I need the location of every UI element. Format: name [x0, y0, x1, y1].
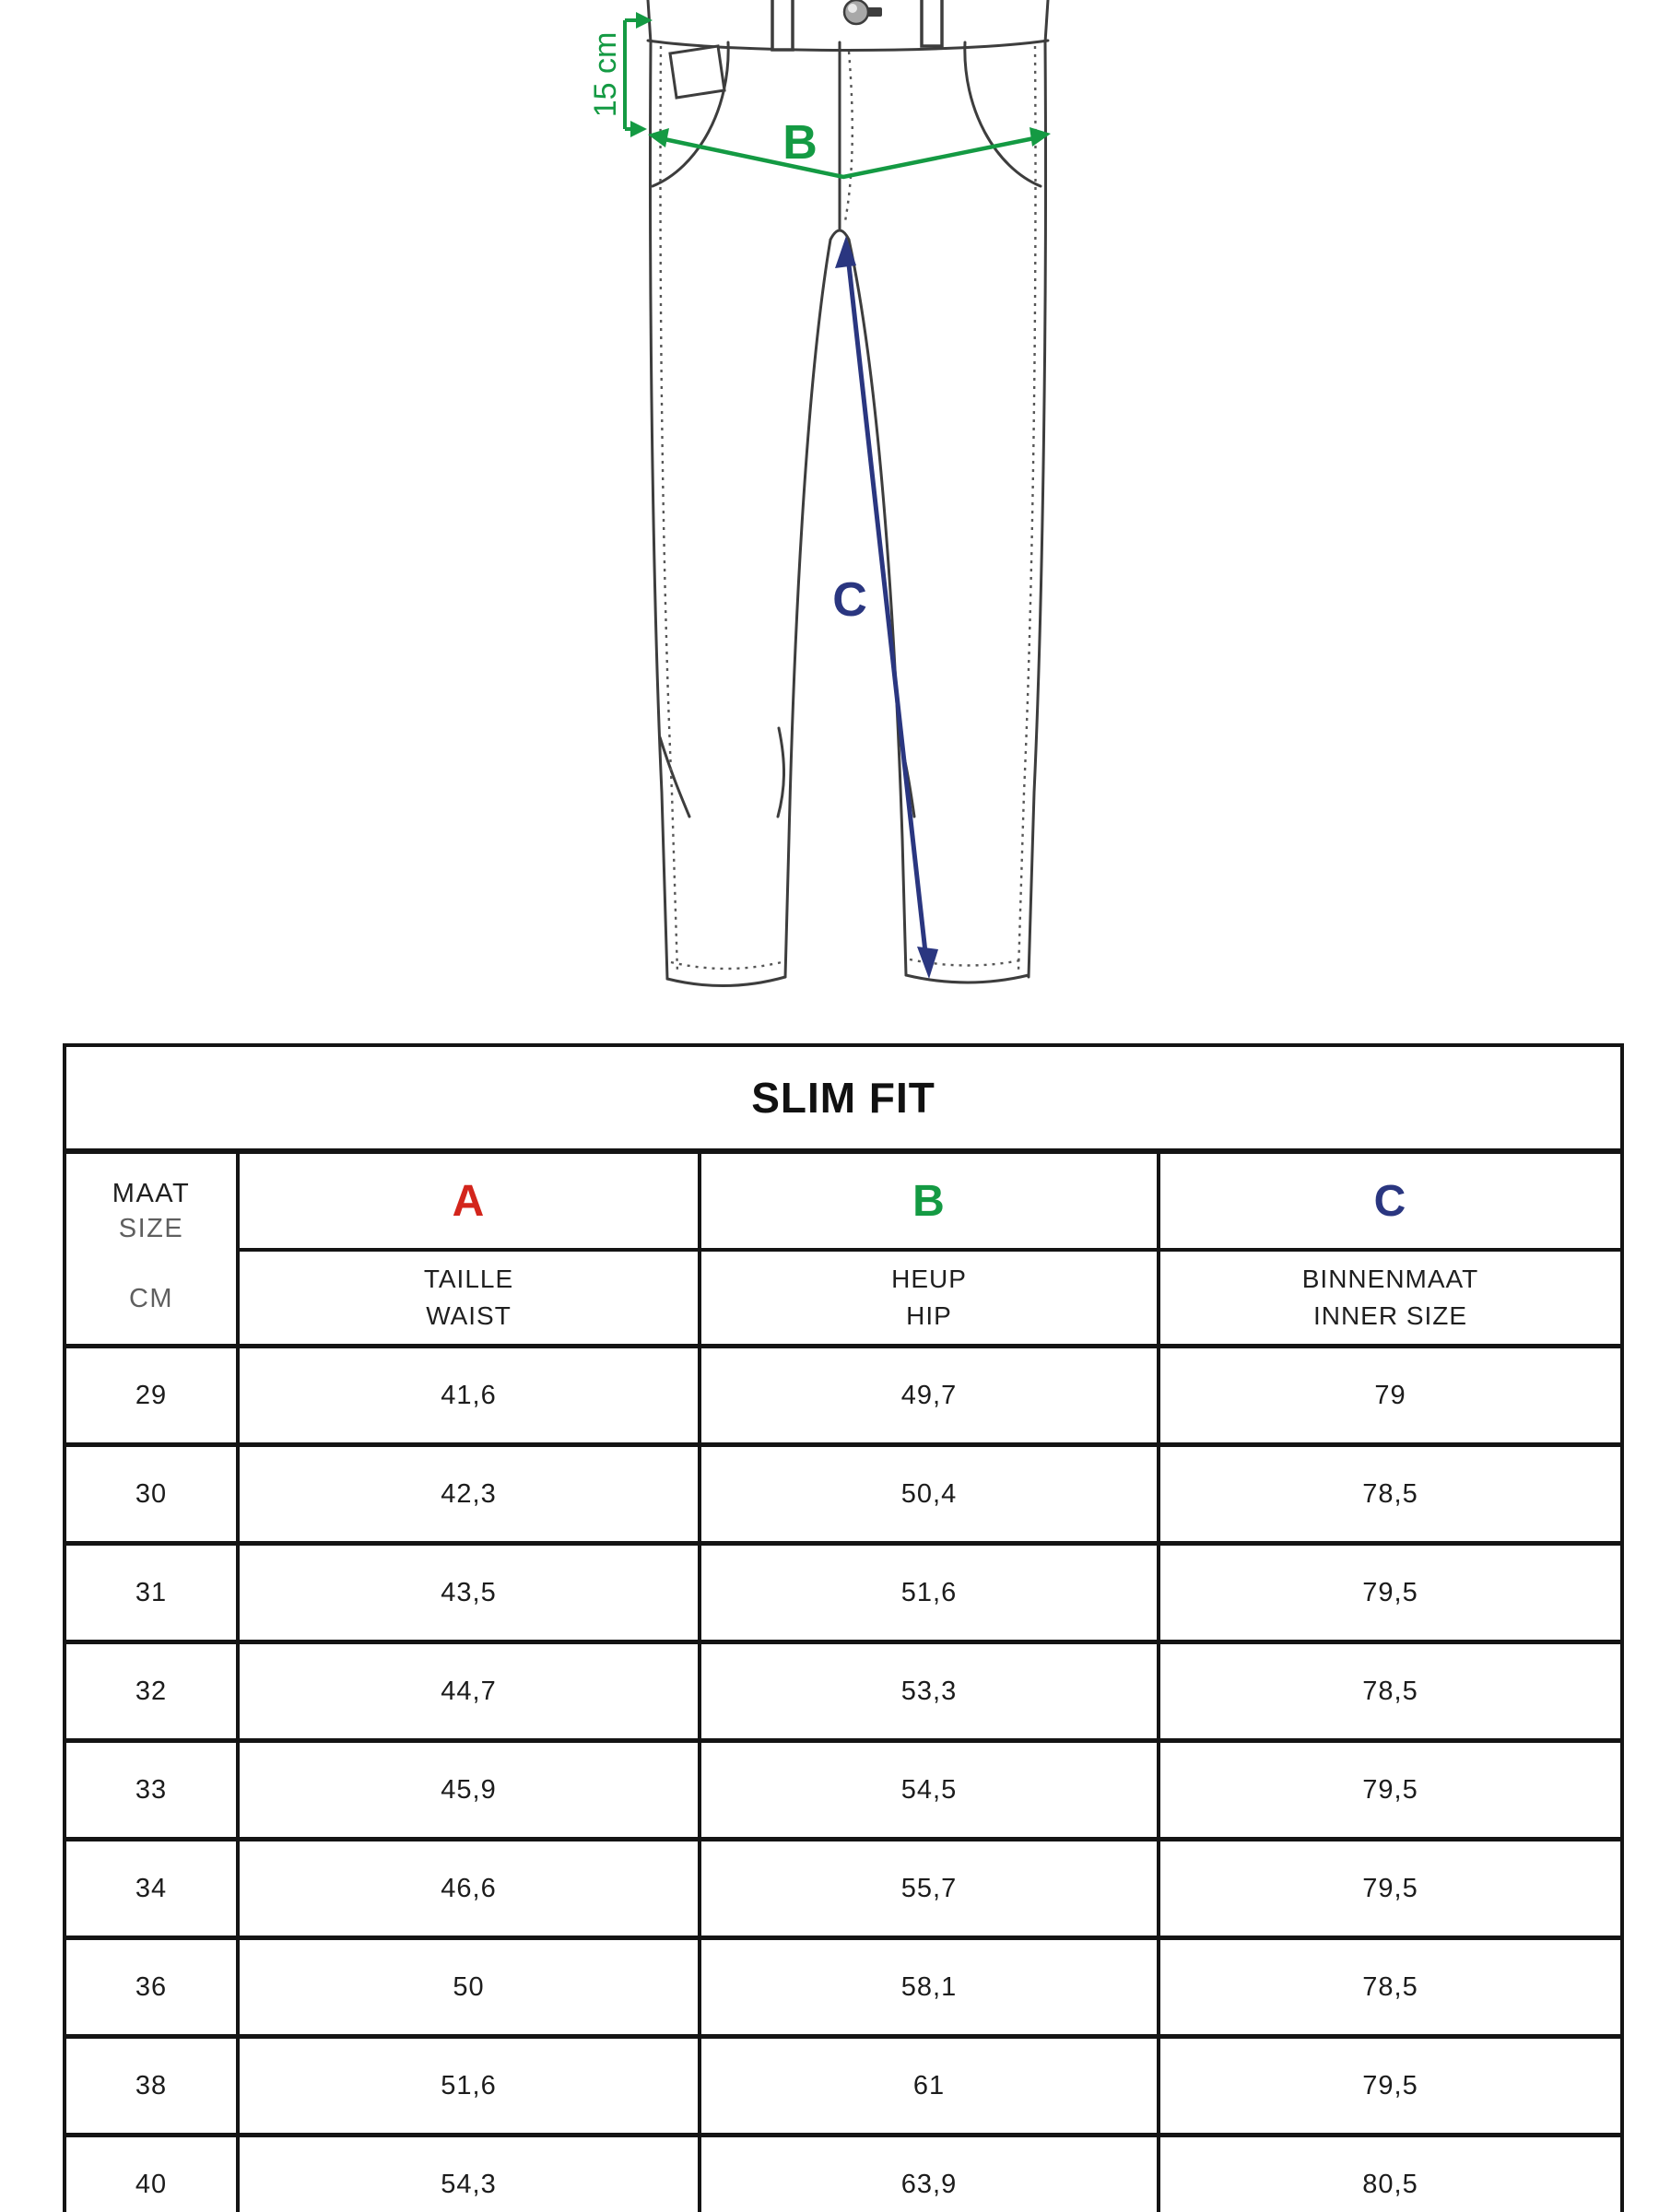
cell-inner: 79,5	[1159, 1741, 1622, 1840]
table-label-row	[65, 1250, 1622, 1347]
label-b: B	[782, 116, 818, 170]
cell-inner: 78,5	[1159, 1938, 1622, 2037]
cell-size: 36	[65, 1938, 238, 2037]
cell-hip: 51,6	[700, 1544, 1159, 1642]
cell-inner: 79,5	[1159, 2037, 1622, 2136]
cell-hip: 58,1	[700, 1938, 1159, 2037]
col-label-c-nl: BINNENMAAT	[1301, 1265, 1479, 1293]
right-hem	[906, 975, 1029, 982]
cell-hip: 53,3	[700, 1642, 1159, 1741]
measure-line-b	[660, 137, 1039, 177]
cell-hip: 61	[700, 2037, 1159, 2136]
size-label-nl: MAAT	[112, 1179, 191, 1208]
cell-size: 34	[65, 1840, 238, 1938]
size-header-labels	[112, 1176, 190, 1246]
cell-waist: 42,3	[238, 1445, 700, 1544]
cell-hip: 49,7	[700, 1347, 1159, 1445]
table-title: SLIM FIT	[65, 1045, 1622, 1151]
waist-right-edge	[1045, 0, 1048, 42]
table-row	[65, 2037, 1622, 2136]
cell-waist: 50	[238, 1938, 700, 2037]
table-row	[65, 1347, 1622, 1445]
coin-pocket	[670, 46, 724, 98]
cell-size: 32	[65, 1642, 238, 1741]
button-shank	[867, 7, 882, 17]
cell-waist: 44,7	[238, 1642, 700, 1741]
knee-wrinkle-left-outer	[660, 737, 689, 817]
arrow-c-top	[835, 236, 856, 268]
cell-inner: 79,5	[1159, 1544, 1622, 1642]
cell-waist: 43,5	[238, 1544, 700, 1642]
cell-waist: 41,6	[238, 1347, 700, 1445]
cell-size: 40	[65, 2136, 238, 2212]
left-hem	[667, 977, 785, 986]
jeans-diagram	[0, 0, 1659, 1043]
cell-hip: 63,9	[700, 2136, 1159, 2212]
measurement-c-group	[832, 236, 938, 979]
col-label-c-en: INNER SIZE	[1312, 1301, 1468, 1330]
col-letter-b: B	[700, 1151, 1159, 1250]
cell-waist: 51,6	[238, 2037, 700, 2136]
table-row	[65, 1544, 1622, 1642]
cell-waist: 46,6	[238, 1840, 700, 1938]
cell-inner: 78,5	[1159, 1642, 1622, 1741]
size-table	[63, 1043, 1624, 2212]
table-letter-row	[65, 1151, 1622, 1250]
cell-hip: 54,5	[700, 1741, 1159, 1840]
size-label-en: SIZE	[118, 1214, 184, 1243]
cell-size: 33	[65, 1741, 238, 1840]
col-label-b	[700, 1250, 1159, 1347]
button-highlight	[848, 4, 857, 13]
cell-size: 30	[65, 1445, 238, 1544]
col-label-c	[1159, 1250, 1622, 1347]
cell-size: 31	[65, 1544, 238, 1642]
table-row	[65, 1938, 1622, 2037]
jeans-diagram-svg	[0, 0, 1659, 1043]
col-label-a-en: WAIST	[426, 1301, 512, 1330]
arrow-15cm-bottom	[630, 121, 647, 137]
stitching-lines	[661, 46, 1036, 973]
arrow-b-right	[1030, 127, 1051, 147]
cell-inner: 79	[1159, 1347, 1622, 1445]
cell-size: 29	[65, 1347, 238, 1445]
fly-stitch	[845, 52, 853, 221]
knee-wrinkle-left-inner	[778, 728, 784, 817]
table-row	[65, 1840, 1622, 1938]
col-label-b-nl: HEUP	[891, 1265, 967, 1293]
cell-inner: 80,5	[1159, 2136, 1622, 2212]
col-label-a-nl: TAILLE	[423, 1265, 514, 1293]
measurement-b-group	[588, 12, 1051, 177]
label-c: C	[832, 573, 867, 627]
belt-loop-right	[922, 0, 942, 46]
table-row	[65, 1445, 1622, 1544]
cell-hip: 50,4	[700, 1445, 1159, 1544]
table-row	[65, 2136, 1622, 2212]
col-letter-a: A	[238, 1151, 700, 1250]
col-label-b-en: HIP	[906, 1301, 952, 1330]
table-row	[65, 1642, 1622, 1741]
table-row	[65, 1741, 1622, 1840]
left-hem-stitch	[671, 962, 782, 969]
col-letter-c: C	[1159, 1151, 1622, 1250]
cell-inner: 79,5	[1159, 1840, 1622, 1938]
col-label-a	[238, 1250, 700, 1347]
table-title-row	[65, 1045, 1622, 1151]
size-header-cell	[65, 1151, 238, 1347]
belt-loop-left	[772, 0, 793, 50]
cell-waist: 54,3	[238, 2136, 700, 2212]
cell-hip: 55,7	[700, 1840, 1159, 1938]
left-inseam	[785, 240, 830, 977]
cell-inner: 78,5	[1159, 1445, 1622, 1544]
waist-button	[844, 0, 868, 24]
right-pocket-curve	[965, 42, 1041, 186]
size-header-inner	[66, 1156, 236, 1342]
unit-label: CM	[128, 1284, 174, 1313]
cell-size: 38	[65, 2037, 238, 2136]
cell-waist: 45,9	[238, 1741, 700, 1840]
label-15cm: 15 cm	[588, 31, 623, 118]
